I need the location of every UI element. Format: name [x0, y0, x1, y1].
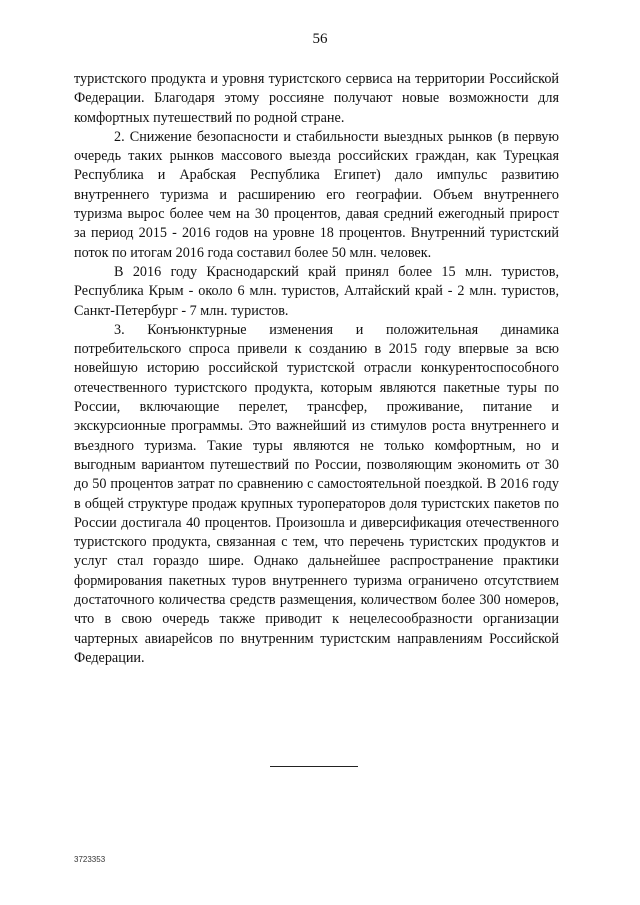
document-body	[74, 70, 559, 668]
paragraph-item-2: 2. Снижение безопасности и стабильности выездных рынков (в первую очередь таких рынков массового выезда российских граждан, как Турецкая Республика и Арабская Республика Египет) дало импульс развитию внутреннего туризма и расширению его географии. Объем внутреннего туризма вырос более чем на 30 процентов, давая средний ежегодный прирост за период 2015 - 2016 годов на уровне 18 процентов. Внутренний туристский поток по итогам 2016 года составил более 50 млн. человек.	[74, 128, 559, 261]
document-code: 3723353	[74, 855, 106, 864]
paragraph-regions: В 2016 году Краснодарский край принял более 15 млн. туристов, Республика Крым - около 6 млн. туристов, Алтайский край - 2 млн. туристов, Санкт-Петербург - 7 млн. туристов.	[74, 263, 559, 319]
end-of-section-rule	[270, 766, 358, 767]
paragraph-item-3: 3. Конъюнктурные изменения и положительная динамика потребительского спроса привели к созданию в 2015 году впервые за всю новейшую историю российской туристской отрасли конкурентоспособного отечественного туристского продукта, которым являются пакетные туры по России, включающие перелет, трансфер, проживание, питание и экскурсионные программы. Это важнейший из стимулов роста внутреннего и въездного туризма. Такие туры являются не только комфортным, но и выгодным вариантом путешествий по России, позволяющим экономить от 30 до 50 процентов затрат по сравнению с самостоятельной поездкой. В 2016 году в общей структуре продаж крупных туроператоров доля туристских пакетов по России достигала 40 процентов. Произошла и диверсификация отечественного туристского продукта, связанная с тем, что перечень туристских продуктов и услуг стал гораздо шире. Однако дальнейшее распространение практики формирования пакетных туров внутреннего туризма ограничено отсутствием достаточного количества средств размещения, количеством более 300 номеров, что в свою очередь также приводит к нецелесообразности организации чартерных авиарейсов по внутренним туристским направлениям Российской Федерации.	[74, 321, 559, 666]
page-number: 56	[312, 31, 328, 47]
paragraph-continuation: туристского продукта и уровня туристского сервиса на территории Российской Федерации. Благодаря этому россияне получают новые возможности для комфортных путешествий по родной стране.	[74, 71, 559, 126]
